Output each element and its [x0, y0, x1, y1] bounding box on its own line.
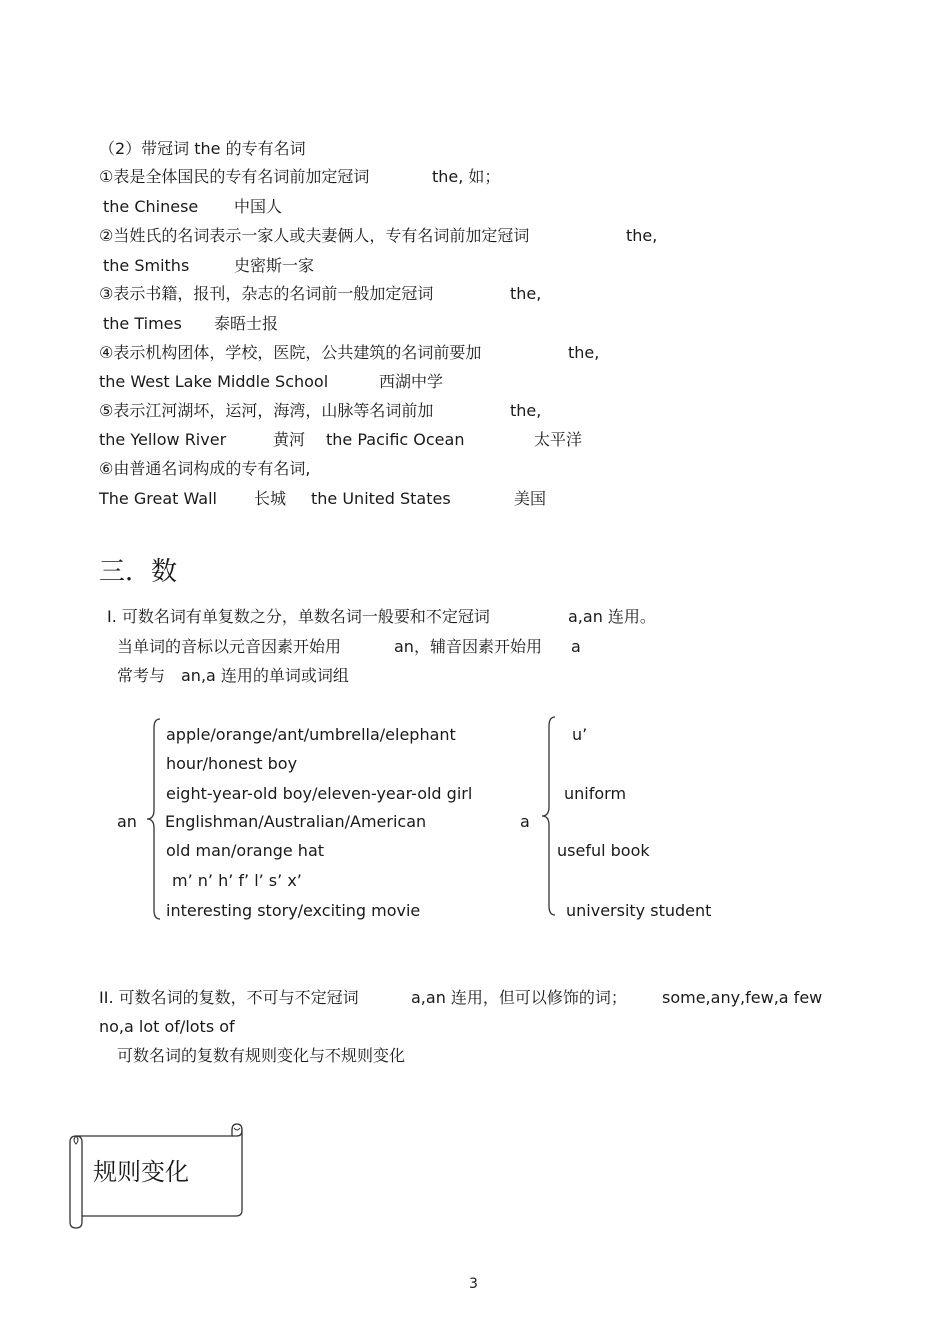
an-label: an — [117, 812, 137, 831]
part1-line2c: a — [571, 637, 581, 656]
rule-3-text: ③表示书籍，报刊，杂志的名词前一般加定冠词 — [99, 284, 434, 303]
rule-1-text: ①表是全体国民的专有名词前加定冠词 — [99, 167, 370, 186]
left-brace-a — [541, 716, 557, 916]
rule-2-text: ②当姓氏的名词表示一家人或夫妻俩人，专有名词前加定冠词 — [99, 226, 530, 245]
part2-line2: no,a lot of/lots of — [99, 1017, 235, 1036]
example-1-en: the Chinese — [103, 197, 199, 216]
example-4-zh: 西湖中学 — [379, 372, 444, 391]
example-3-zh: 泰晤士报 — [214, 314, 279, 333]
an-item: Englishman/Australian/American — [165, 812, 427, 831]
example-6b-en: the United States — [311, 489, 451, 508]
example-6a-zh: 长城 — [254, 489, 287, 508]
an-item: old man/orange hat — [166, 841, 325, 860]
a-item: u’ — [572, 725, 588, 744]
example-6b-zh: 美国 — [514, 489, 547, 508]
section-title: 三．数 — [99, 557, 178, 587]
part1-line3a: 常考与 — [117, 666, 166, 685]
example-2-en: the Smiths — [103, 256, 190, 275]
part1-line1-end: a,an 连用。 — [568, 607, 656, 626]
rule-2-article: the, — [626, 226, 658, 245]
rule-5-article: the, — [510, 401, 542, 420]
part2-line1a: II. 可数名词的复数，不可与不定冠词 — [99, 988, 359, 1007]
rule-3-article: the, — [510, 284, 542, 303]
subsection-heading: （2）带冠词 the 的专有名词 — [99, 139, 306, 158]
an-item: apple/orange/ant/umbrella/elephant — [166, 725, 456, 744]
example-4-en: the West Lake Middle School — [99, 372, 329, 391]
an-item: interesting story/exciting movie — [166, 901, 421, 920]
part1-line1: I. 可数名词有单复数之分，单数名词一般要和不定冠词 — [107, 607, 490, 626]
part1-line2a: 当单词的音标以元音因素开始用 — [117, 637, 342, 656]
a-item: uniform — [564, 784, 627, 803]
example-6a-en: The Great Wall — [99, 489, 217, 508]
example-5a-zh: 黄河 — [273, 430, 306, 449]
left-brace-an — [146, 718, 162, 920]
part2-line1c: some,any,few,a few — [662, 988, 823, 1007]
rule-4-article: the, — [568, 343, 600, 362]
example-3-en: the Times — [103, 314, 182, 333]
an-item: hour/honest boy — [166, 754, 298, 773]
example-5a-en: the Yellow River — [99, 430, 227, 449]
part1-line2b: an，辅音因素开始用 — [394, 637, 542, 656]
an-item: m’ n’ h’ f’ l’ s’ x’ — [172, 871, 302, 890]
example-5b-en: the Pacific Ocean — [326, 430, 465, 449]
part2-line1b: a,an 连用，但可以修饰的词； — [411, 988, 627, 1007]
rule-5-text: ⑤表示江河湖坏，运河，海湾，山脉等名词前加 — [99, 401, 434, 420]
example-5b-zh: 太平洋 — [534, 430, 583, 449]
part2-line3: 可数名词的复数有规则变化与不规则变化 — [117, 1046, 406, 1065]
a-label: a — [520, 812, 530, 831]
rule-6-text: ⑥由普通名词构成的专有名词, — [99, 459, 311, 478]
rule-1-article: the, 如； — [432, 167, 501, 186]
example-1-zh: 中国人 — [234, 197, 283, 216]
page-number: 3 — [469, 1276, 478, 1292]
a-item: university student — [566, 901, 712, 920]
a-item: useful book — [557, 841, 650, 860]
an-item: eight-year-old boy/eleven-year-old girl — [166, 784, 473, 803]
part1-line3b: an,a 连用的单词或词组 — [181, 666, 349, 685]
rule-4-text: ④表示机构团体，学校，医院，公共建筑的名词前要加 — [99, 343, 482, 362]
scroll-banner-label: 规则变化 — [93, 1158, 189, 1186]
example-2-zh: 史密斯一家 — [234, 256, 315, 275]
